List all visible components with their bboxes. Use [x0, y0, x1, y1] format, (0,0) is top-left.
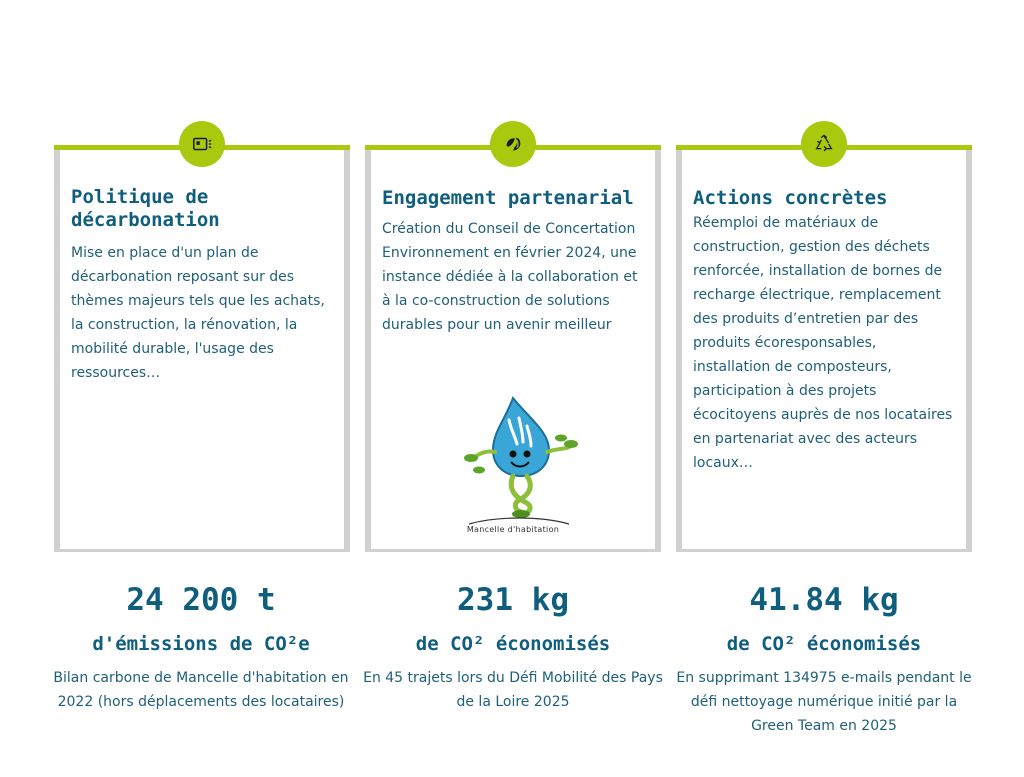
card-title: Politique de décarbonation — [71, 186, 220, 231]
stat-value: 41.84 kg — [749, 582, 899, 618]
stat-mobility — [358, 580, 668, 714]
logo-text: Mancelle d'habitation — [466, 525, 560, 534]
badge — [490, 121, 536, 167]
stat-value: 231 kg — [457, 582, 569, 618]
stat-emissions — [46, 580, 356, 714]
card-decarbonation — [54, 145, 350, 552]
badge — [179, 121, 225, 167]
logo-arc — [467, 515, 571, 525]
id-card-icon — [191, 133, 213, 155]
stat-unit: de CO² économisés — [726, 633, 922, 655]
card-body: Mise en place d'un plan de décarbonation reposant sur des thèmes majeurs tels que les achats, la construction, la rénovation, la mobilité durable, l'usage des ressources… — [71, 245, 325, 381]
card-body: Réemploi de matériaux de construction, gestion des déchets renforcée, installation de bornes de recharge électrique, remplacement des produits d’entretien par des produits écoresponsables, installation de composteurs, participation à des projets écocitoyens auprès de nos locataires en partenariat avec des acteurs locaux… — [693, 215, 953, 471]
stat-description: En supprimant 134975 e-mails pendant le défi nettoyage numérique initié par la Green Team en 2025 — [676, 670, 972, 734]
leaf-hand-icon — [502, 133, 524, 155]
stat-value: 24 200 t — [126, 582, 276, 618]
stat-unit: d'émissions de CO²e — [92, 633, 310, 655]
card-body: Création du Conseil de Concertation Environnement en février 2024, une instance dédiée à la collaboration et à la co-construction de solutions durables pour un avenir meilleur — [382, 221, 638, 333]
stat-description: Bilan carbone de Mancelle d'habitation en 2022 (hors déplacements des locataires) — [53, 670, 349, 710]
stat-digital-cleanup — [669, 580, 979, 738]
badge — [801, 121, 847, 167]
stat-description: En 45 trajets lors du Défi Mobilité des Pays de la Loire 2025 — [363, 670, 663, 710]
card-actions — [676, 145, 972, 552]
card-engagement — [365, 145, 661, 552]
recycle-icon — [813, 133, 835, 155]
card-title: Engagement partenarial — [382, 187, 634, 209]
stat-unit: de CO² économisés — [415, 633, 611, 655]
card-title: Actions concrètes — [693, 187, 888, 209]
